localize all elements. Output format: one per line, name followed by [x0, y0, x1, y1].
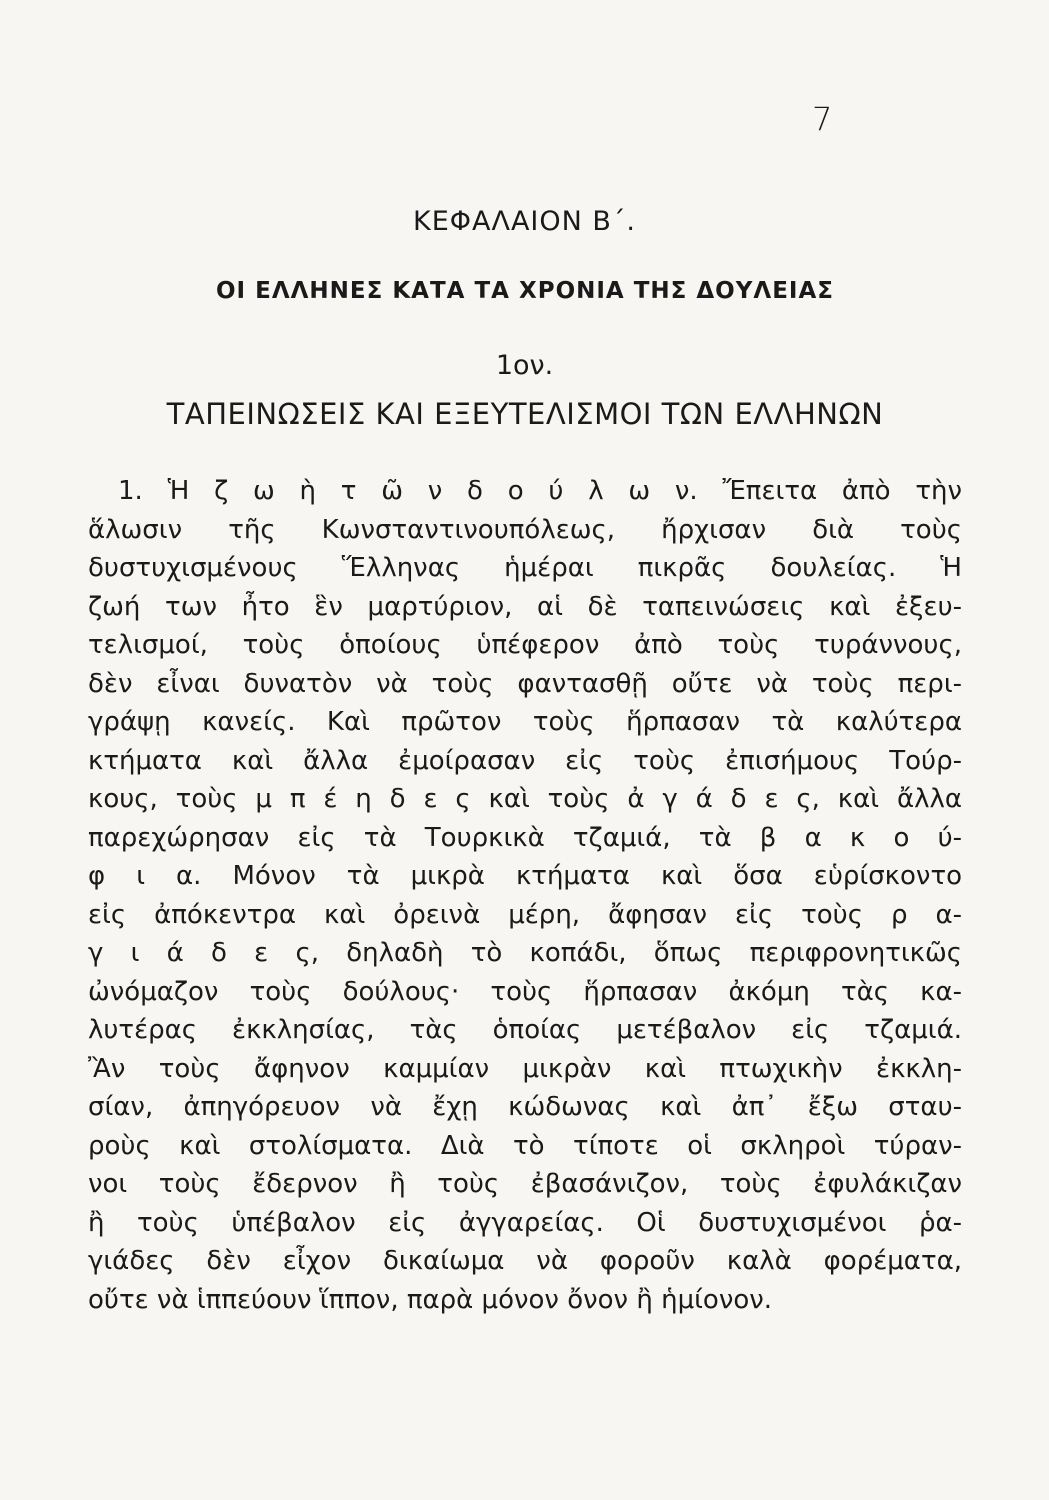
chapter-heading: ΟΙ ΕΛΛΗΝΕΣ ΚΑΤΑ ΤΑ ΧΡΟΝΙΑ ΤΗΣ ΔΟΥΛΕΙΑΣ	[216, 278, 834, 304]
section-title: ΤΑΠΕΙΝΩΣΕΙΣ ΚΑΙ ΕΞΕΥΤΕΛΙΣΜΟΙ ΤΩΝ ΕΛΛΗΝΩΝ	[166, 397, 884, 431]
text-line: δὲν εἶναι δυνατὸν νὰ τοὺς φαντασθῇ οὔτε νὰ τοὺς περι-	[88, 668, 962, 699]
text-line: νοι τοὺς ἔδερνον ἢ τοὺς ἐβασάνιζον, τοὺς ἐφυλάκιζαν	[88, 1169, 962, 1199]
text-line: κτήματα καὶ ἄλλα ἐμοίρασαν εἰς τοὺς ἐπισήμους Τούρ-	[88, 745, 962, 776]
text-line: λυτέρας ἐκκλησίας, τὰς ὁποίας μετέβαλον εἰς τζαμιά.	[88, 1015, 962, 1045]
text-line: ἅλωσιν τῆς Κωνσταντινουπόλεως, ἤρχισαν διὰ τοὺς	[88, 514, 962, 545]
text-line: γ ι ά δ ε ς, δηλαδὴ τὸ κοπάδι, ὅπως περιφρονητικῶς	[88, 938, 962, 968]
text-line: γράψῃ κανείς. Καὶ πρῶτον τοὺς ἥρπασαν τὰ καλύτερα	[88, 707, 962, 737]
text-line: ζωή των ἦτο ἓν μαρτύριον, αἱ δὲ ταπεινώσεις καὶ ἐξευ-	[88, 591, 962, 622]
section-number: 1ον.	[495, 350, 554, 381]
text-line: εἰς ἀπόκεντρα καὶ ὀρεινὰ μέρη, ἄφησαν εἰς τοὺς ρ α-	[88, 899, 962, 930]
text-line: δυστυχισμένους Ἕλληνας ἡμέραι πικρᾶς δουλείας. Ἡ	[88, 553, 962, 583]
chapter-label: ΚΕΦΑΛΑΙΟΝ Β΄.	[412, 206, 637, 237]
text-line: οὔτε νὰ ἱππεύουν ἵππον, παρὰ μόνον ὄνον ἢ ἡμίονον.	[88, 1284, 773, 1315]
page-number: 7	[812, 100, 833, 138]
text-line: γιάδες δὲν εἶχον δικαίωμα νὰ φοροῦν καλὰ φορέματα,	[88, 1246, 962, 1276]
text-line: κους, τοὺς μ π έ η δ ε ς καὶ τοὺς ἀ γ ά δ ε ς, καὶ ἄλλα	[88, 784, 962, 814]
text-line: ὠνόμαζον τοὺς δούλους· τοὺς ἥρπασαν ἀκόμη τὰς κα-	[88, 976, 962, 1007]
text-line: φ ι α. Μόνον τὰ μικρὰ κτήματα καὶ ὅσα εὑρίσκοντο	[88, 861, 962, 891]
text-line: Ἂν τοὺς ἄφηνον καμμίαν μικρὰν καὶ πτωχικὴν ἐκκλη-	[88, 1053, 962, 1084]
body-paragraph	[88, 472, 962, 1319]
text-line: τελισμοί, τοὺς ὁποίους ὑπέφερον ἀπὸ τοὺς τυράννους,	[88, 630, 962, 660]
text-line: ροὺς καὶ στολίσματα. Διὰ τὸ τίποτε οἱ σκληροὶ τύραν-	[88, 1130, 962, 1161]
text-line: παρεχώρησαν εἰς τὰ Τουρκικὰ τζαμιά, τὰ β α κ ο ύ-	[88, 822, 962, 853]
text-line: σίαν, ἀπηγόρευον νὰ ἔχῃ κώδωνας καὶ ἀπ᾽ ἔξω σταυ-	[88, 1092, 962, 1122]
text-line: 1. Ἡ ζ ω ὴ τ ῶ ν δ ο ύ λ ω ν. Ἔπειτα ἀπὸ τὴν	[118, 476, 962, 506]
text-line: ἢ τοὺς ὑπέβαλον εἰς ἀγγαρείας. Οἱ δυστυχισμένοι ῥα-	[88, 1207, 962, 1238]
